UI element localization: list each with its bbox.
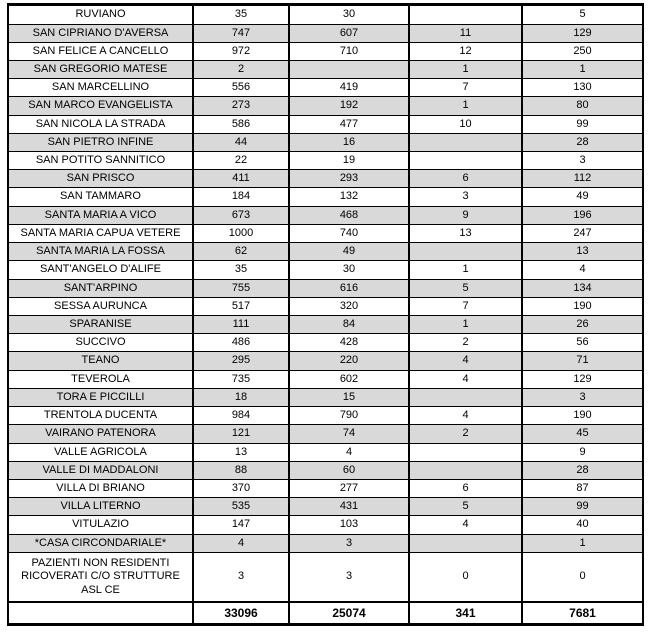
value-cell: 28	[522, 461, 643, 479]
table-row	[8, 206, 643, 224]
table-row	[8, 534, 643, 552]
table-row	[8, 152, 643, 170]
municipality-name-cell: RUVIANO	[8, 5, 193, 25]
value-cell: 192	[289, 97, 409, 115]
value-cell: 616	[289, 279, 409, 297]
table-row	[8, 516, 643, 534]
municipality-name-cell: PAZIENTI NON RESIDENTI RICOVERATI C/O STRUTTURE ASL CE	[8, 553, 193, 603]
value-cell: 2	[409, 334, 522, 352]
value-cell: 80	[522, 97, 643, 115]
table-row	[8, 79, 643, 97]
value-cell: 4	[409, 407, 522, 425]
value-cell: 28	[522, 133, 643, 151]
municipality-name-cell: SANTA MARIA CAPUA VETERE	[8, 224, 193, 242]
value-cell: 129	[522, 370, 643, 388]
municipality-name-cell: SAN PRISCO	[8, 170, 193, 188]
value-cell: 5	[522, 5, 643, 25]
value-cell: 2	[409, 425, 522, 443]
value-cell: 130	[522, 79, 643, 97]
value-cell: 220	[289, 352, 409, 370]
value-cell: 477	[289, 115, 409, 133]
municipality-name-cell: VILLA DI BRIANO	[8, 479, 193, 497]
value-cell	[409, 388, 522, 406]
table-row	[8, 553, 643, 603]
value-cell: 0	[522, 553, 643, 603]
value-cell: 431	[289, 498, 409, 516]
value-cell: 99	[522, 498, 643, 516]
table-row	[8, 479, 643, 497]
value-cell: 121	[193, 425, 289, 443]
municipality-name-cell: SAN CIPRIANO D'AVERSA	[8, 24, 193, 42]
value-cell: 9	[409, 206, 522, 224]
value-cell: 3	[522, 388, 643, 406]
municipality-name-cell: SUCCIVO	[8, 334, 193, 352]
table-row	[8, 370, 643, 388]
table-row	[8, 352, 643, 370]
municipality-name-cell: SAN MARCELLINO	[8, 79, 193, 97]
value-cell: 26	[522, 316, 643, 334]
value-cell: 295	[193, 352, 289, 370]
value-cell: 49	[289, 243, 409, 261]
value-cell	[409, 133, 522, 151]
table-row	[8, 133, 643, 151]
value-cell: 1000	[193, 224, 289, 242]
value-cell: 4	[193, 534, 289, 552]
value-cell: 293	[289, 170, 409, 188]
value-cell: 602	[289, 370, 409, 388]
value-cell: 62	[193, 243, 289, 261]
value-cell: 56	[522, 334, 643, 352]
table-row	[8, 261, 643, 279]
value-cell: 16	[289, 133, 409, 151]
value-cell	[409, 461, 522, 479]
municipality-name-cell: SANTA MARIA A VICO	[8, 206, 193, 224]
value-cell: 428	[289, 334, 409, 352]
value-cell: 35	[193, 5, 289, 25]
municipality-name-cell: SAN POTITO SANNITICO	[8, 152, 193, 170]
value-cell: 320	[289, 297, 409, 315]
value-cell: 111	[193, 316, 289, 334]
value-cell: 30	[289, 5, 409, 25]
table-row	[8, 443, 643, 461]
value-cell: 607	[289, 24, 409, 42]
municipality-name-cell: SANT'ARPINO	[8, 279, 193, 297]
municipality-name-cell: TRENTOLA DUCENTA	[8, 407, 193, 425]
value-cell: 710	[289, 42, 409, 60]
municipality-data-table	[7, 3, 644, 626]
municipality-name-cell: SANTA MARIA LA FOSSA	[8, 243, 193, 261]
totals-label-cell	[8, 602, 193, 625]
table-row	[8, 297, 643, 315]
value-cell: 99	[522, 115, 643, 133]
table-row	[8, 388, 643, 406]
value-cell: 134	[522, 279, 643, 297]
value-cell: 4	[409, 352, 522, 370]
table-row	[8, 97, 643, 115]
municipality-name-cell: SAN FELICE A CANCELLO	[8, 42, 193, 60]
value-cell: 9	[522, 443, 643, 461]
value-cell	[409, 5, 522, 25]
value-cell: 468	[289, 206, 409, 224]
value-cell: 4	[409, 516, 522, 534]
value-cell: 74	[289, 425, 409, 443]
municipality-name-cell: SAN PIETRO INFINE	[8, 133, 193, 151]
value-cell: 10	[409, 115, 522, 133]
value-cell: 5	[409, 498, 522, 516]
totals-row	[8, 602, 643, 625]
value-cell: 6	[409, 479, 522, 497]
municipality-name-cell: SAN MARCO EVANGELISTA	[8, 97, 193, 115]
value-cell: 40	[522, 516, 643, 534]
value-cell: 49	[522, 188, 643, 206]
table-row	[8, 334, 643, 352]
municipality-name-cell: SAN NICOLA LA STRADA	[8, 115, 193, 133]
value-cell: 4	[522, 261, 643, 279]
value-cell: 1	[409, 97, 522, 115]
value-cell: 13	[522, 243, 643, 261]
table-row	[8, 316, 643, 334]
value-cell: 147	[193, 516, 289, 534]
value-cell: 13	[193, 443, 289, 461]
municipality-name-cell: TORA E PICCILLI	[8, 388, 193, 406]
value-cell: 790	[289, 407, 409, 425]
value-cell: 370	[193, 479, 289, 497]
value-cell: 486	[193, 334, 289, 352]
value-cell: 1	[409, 261, 522, 279]
value-cell: 184	[193, 188, 289, 206]
value-cell: 30	[289, 261, 409, 279]
municipality-name-cell: VITULAZIO	[8, 516, 193, 534]
value-cell	[409, 243, 522, 261]
value-cell: 0	[409, 553, 522, 603]
value-cell: 3	[289, 553, 409, 603]
table-row	[8, 24, 643, 42]
municipality-name-cell: VILLA LITERNO	[8, 498, 193, 516]
value-cell: 747	[193, 24, 289, 42]
value-cell: 60	[289, 461, 409, 479]
value-cell: 3	[409, 188, 522, 206]
value-cell: 71	[522, 352, 643, 370]
totals-value-cell: 25074	[289, 602, 409, 625]
table-row	[8, 188, 643, 206]
value-cell: 190	[522, 407, 643, 425]
value-cell: 87	[522, 479, 643, 497]
value-cell: 4	[289, 443, 409, 461]
municipality-name-cell: SANT'ANGELO D'ALIFE	[8, 261, 193, 279]
value-cell	[409, 534, 522, 552]
value-cell: 88	[193, 461, 289, 479]
value-cell: 740	[289, 224, 409, 242]
value-cell: 190	[522, 297, 643, 315]
value-cell	[289, 60, 409, 78]
value-cell: 45	[522, 425, 643, 443]
municipality-name-cell: VALLE DI MADDALONI	[8, 461, 193, 479]
table-row	[8, 60, 643, 78]
municipality-name-cell: SAN TAMMARO	[8, 188, 193, 206]
table-row	[8, 224, 643, 242]
value-cell: 673	[193, 206, 289, 224]
value-cell: 1	[522, 534, 643, 552]
value-cell: 5	[409, 279, 522, 297]
value-cell: 419	[289, 79, 409, 97]
value-cell	[409, 152, 522, 170]
totals-value-cell: 33096	[193, 602, 289, 625]
municipality-table-body	[8, 5, 643, 625]
value-cell: 535	[193, 498, 289, 516]
table-row	[8, 42, 643, 60]
value-cell: 129	[522, 24, 643, 42]
table-row	[8, 279, 643, 297]
value-cell: 247	[522, 224, 643, 242]
municipality-name-cell: *CASA CIRCONDARIALE*	[8, 534, 193, 552]
value-cell: 1	[522, 60, 643, 78]
municipality-name-cell: SAN GREGORIO MATESE	[8, 60, 193, 78]
value-cell: 196	[522, 206, 643, 224]
value-cell: 7	[409, 79, 522, 97]
value-cell: 11	[409, 24, 522, 42]
table-row	[8, 461, 643, 479]
table-row	[8, 425, 643, 443]
municipality-name-cell: TEANO	[8, 352, 193, 370]
value-cell: 250	[522, 42, 643, 60]
value-cell: 3	[193, 553, 289, 603]
value-cell: 4	[409, 370, 522, 388]
value-cell: 411	[193, 170, 289, 188]
value-cell: 1	[409, 316, 522, 334]
value-cell: 277	[289, 479, 409, 497]
municipality-data-table-container	[7, 3, 643, 626]
value-cell: 984	[193, 407, 289, 425]
value-cell: 35	[193, 261, 289, 279]
value-cell: 6	[409, 170, 522, 188]
municipality-name-cell: VALLE AGRICOLA	[8, 443, 193, 461]
value-cell: 755	[193, 279, 289, 297]
value-cell	[409, 443, 522, 461]
value-cell: 556	[193, 79, 289, 97]
municipality-name-cell: SPARANISE	[8, 316, 193, 334]
value-cell: 7	[409, 297, 522, 315]
value-cell: 22	[193, 152, 289, 170]
value-cell: 3	[522, 152, 643, 170]
table-row	[8, 407, 643, 425]
totals-value-cell: 341	[409, 602, 522, 625]
municipality-name-cell: TEVEROLA	[8, 370, 193, 388]
value-cell: 2	[193, 60, 289, 78]
table-row	[8, 243, 643, 261]
value-cell: 13	[409, 224, 522, 242]
value-cell: 15	[289, 388, 409, 406]
value-cell: 1	[409, 60, 522, 78]
table-row	[8, 170, 643, 188]
totals-value-cell: 7681	[522, 602, 643, 625]
municipality-name-cell: VAIRANO PATENORA	[8, 425, 193, 443]
value-cell: 103	[289, 516, 409, 534]
value-cell: 112	[522, 170, 643, 188]
value-cell: 12	[409, 42, 522, 60]
value-cell: 19	[289, 152, 409, 170]
value-cell: 3	[289, 534, 409, 552]
table-row	[8, 498, 643, 516]
table-row	[8, 5, 643, 25]
value-cell: 132	[289, 188, 409, 206]
value-cell: 517	[193, 297, 289, 315]
municipality-name-cell: SESSA AURUNCA	[8, 297, 193, 315]
value-cell: 586	[193, 115, 289, 133]
value-cell: 273	[193, 97, 289, 115]
value-cell: 18	[193, 388, 289, 406]
value-cell: 735	[193, 370, 289, 388]
value-cell: 84	[289, 316, 409, 334]
value-cell: 972	[193, 42, 289, 60]
value-cell: 44	[193, 133, 289, 151]
table-row	[8, 115, 643, 133]
